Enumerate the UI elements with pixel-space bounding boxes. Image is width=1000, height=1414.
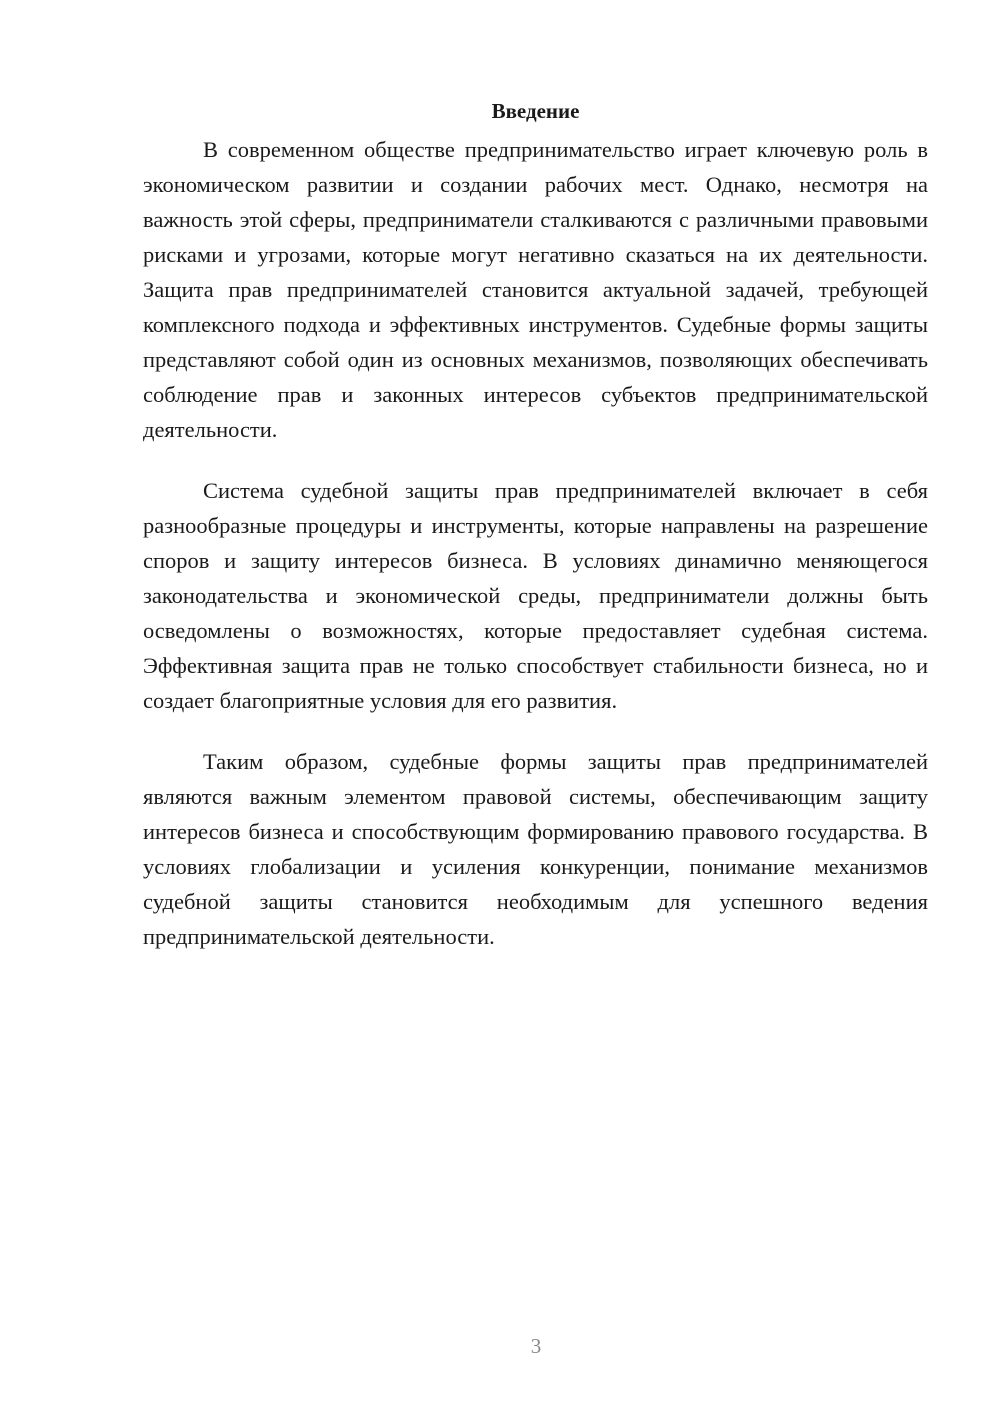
- document-body: [143, 96, 928, 980]
- section-title: Введение: [491, 99, 580, 123]
- paragraph-1: В современном обществе предпринимательство играет ключевую роль в экономическом развитии и создании рабочих мест. Однако, несмотря на важность этой сферы, предприниматели сталкиваются с различными правовыми рисками и угрозами, которые могут негативно сказаться на их деятельности. Защита прав предпринимателей становится актуальной задачей, требующей комплексного подхода и эффективных инструментов. Судебные формы защиты представляют собой один из основных механизмов, позволяющих обеспечивать соблюдение прав и законных интересов субъектов предпринимательской деятельности.: [143, 137, 928, 442]
- paragraph-2: Система судебной защиты прав предпринимателей включает в себя разнообразные процедуры и инструменты, которые направлены на разрешение споров и защиту интересов бизнеса. В условиях динамично меняющегося законодательства и экономической среды, предприниматели должны быть осведомлены о возможностях, которые предоставляет судебная система. Эффективная защита прав не только способствует стабильности бизнеса, но и создает благоприятные условия для его развития.: [143, 478, 928, 713]
- paragraph-3: Таким образом, судебные формы защиты прав предпринимателей являются важным элементом правовой системы, обеспечивающим защиту интересов бизнеса и способствующим формированию правового государства. В условиях глобализации и усиления конкуренции, понимание механизмов судебной защиты становится необходимым для успешного ведения предпринимательской деятельности.: [143, 749, 928, 949]
- page-number: 3: [530, 1334, 542, 1358]
